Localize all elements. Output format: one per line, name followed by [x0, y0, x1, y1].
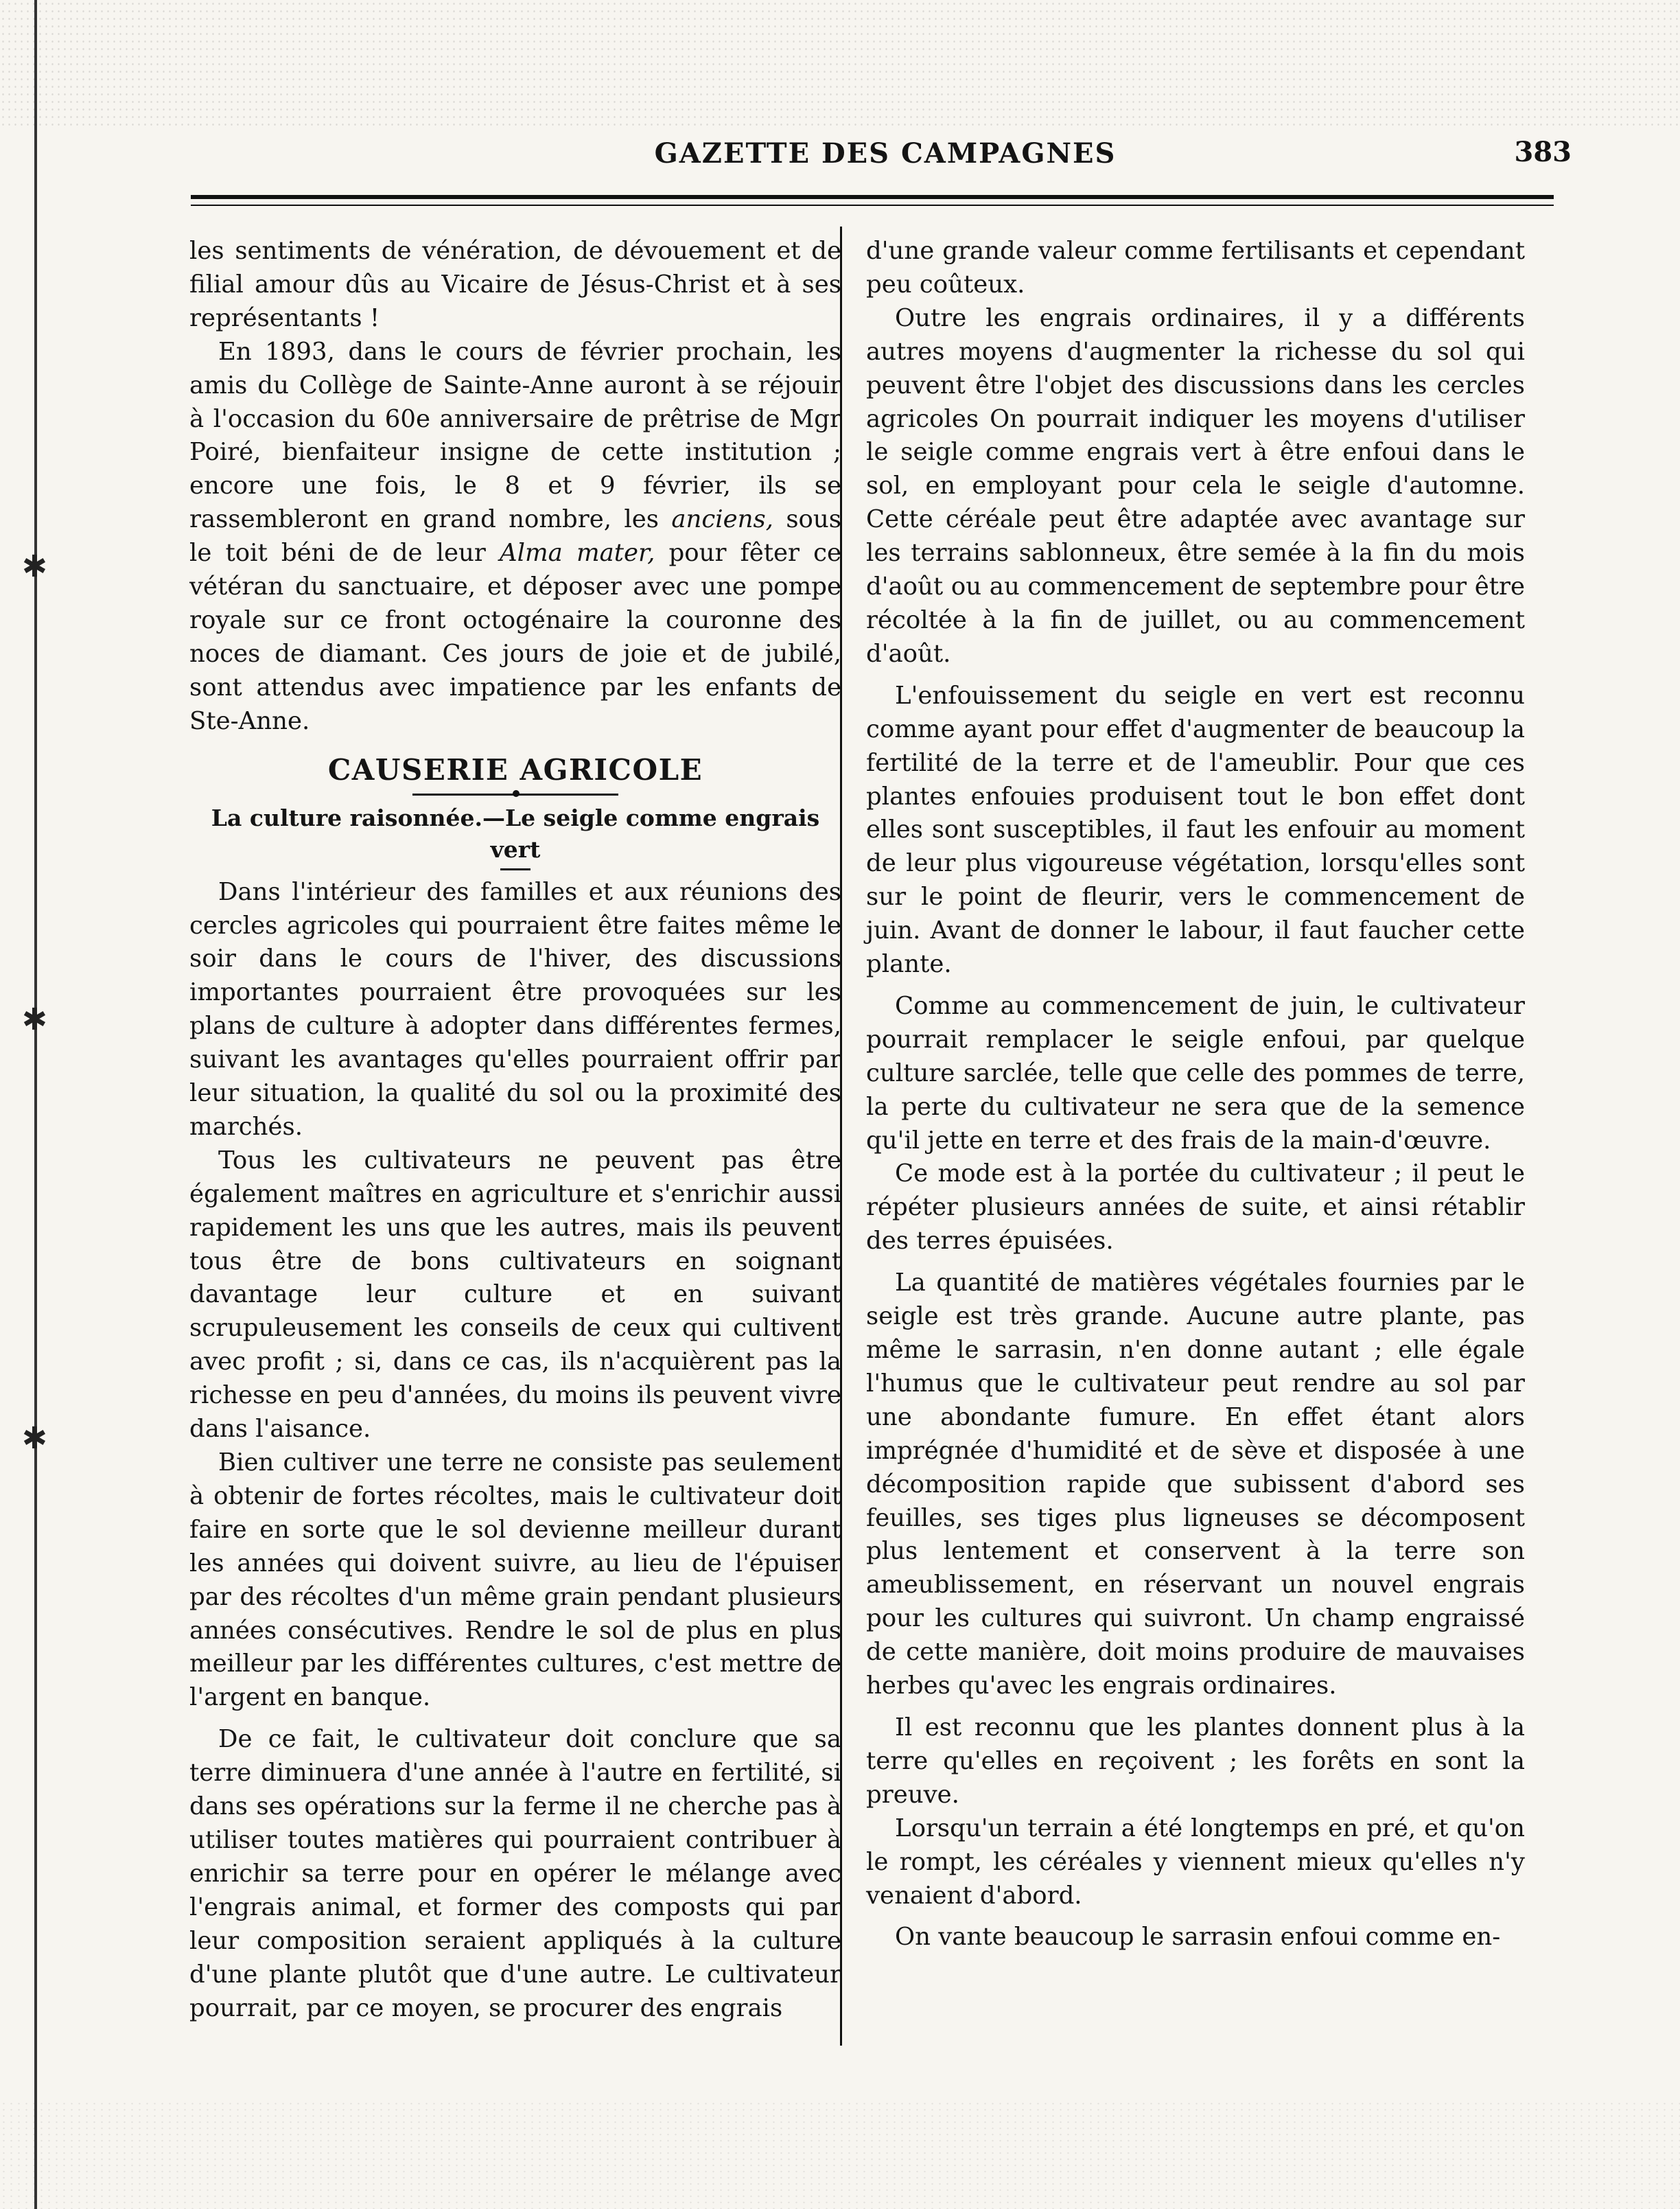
section-title-text: CAUSERIE AGRICOLE [327, 752, 703, 787]
paragraph: Comme au commencement de juin, le cultivateur pourrait remplacer le seigle enfoui, par quelque culture sarclée, telle que celle des pommes de terre, la perte du cultivateur ne sera que de la semence qu'il jette en terre et des frais de la main-d'œuvre. [866, 991, 1525, 1155]
margin-ornament-icon: ✱ [22, 549, 47, 584]
paragraph: les sentiments de vénération, de dévouement et de filial amour dûs au Vicaire de Jésus-Christ et à ses représentants ! [189, 237, 841, 332]
paragraph [189, 336, 841, 739]
title-ornament-rule [412, 794, 618, 796]
paragraph: L'enfouissement du seigle en vert est reconnu comme ayant pour effet d'augmenter de beaucoup la fertilité de la terre et de l'ameublir. Pour que ces plantes enfouies produisent tout le bon effet dont elles sont susceptibles, il faut les enfouir au moment de leur plus vigoureuse végétation, lorsqu'elles sont sur le point de fleurir, vers le commencement de juin. Avant de donner le labour, il faut faucher cette plante. [866, 681, 1525, 979]
header-rule-thin [191, 205, 1554, 206]
paragraph: De ce fait, le cultivateur doit conclure que sa terre diminuera d'une année à l'autre en fertilité, si dans ses opérations sur la ferme il ne cherche pas à utiliser toutes matières qui pourraient contribuer à enrichir sa terre pour en opérer le mélange avec l'engrais animal, et former des composts qui par leur composition seraient appliqués à la culture d'une plante plutôt que d'une autre. Le cultivateur pourrait, par ce moyen, se procurer des engrais [189, 1725, 841, 2022]
page-number: 383 [1514, 136, 1572, 168]
paragraph: On vante beaucoup le sarrasin enfoui comme en- [895, 1923, 1501, 1952]
binding-edge [34, 0, 37, 2209]
paragraph-text: sous le toit béni de de leur [189, 505, 841, 568]
paragraph-text: En 1893, dans le cours de février prochain, les amis du Collège de Sainte-Anne auront à se réjouir à l'occasion du 60e anniversaire de prêtrise de Mgr Poiré, bienfaiteur insigne de cette institution ; encore une fois, le 8 et 9 février, ils se rassembleront en grand nombre, les [189, 337, 841, 534]
section-title [189, 751, 841, 796]
paragraph: Il est reconnu que les plantes donnent plus à la terre qu'elles en reçoivent ; les forêts en sont la preuve. [866, 1713, 1525, 1809]
paragraph: d'une grande valeur comme fertilisants et cependant peu coûteux. [866, 237, 1525, 299]
subtitle-dash [500, 868, 530, 870]
paragraph: La quantité de matières végétales fournies par le seigle est très grande. Aucune autre plante, pas même le sarrasin, n'en donne autant ; elle égale l'humus que le cultivateur peut rendre au sol par une abondante fumure. En effet étant alors imprégnée d'humidité et de sève et disposée à une décomposition rapide que subissent d'abord ses feuilles, ses tiges plus ligneuses se décomposent plus lentement et conservent à la terre son ameublissement, en réservant un nouvel engrais pour les cultures qui suivront. Un champ engraissé de cette manière, doit moins produire de mauvaises herbes qu'avec les engrais ordinaires. [866, 1269, 1525, 1700]
paragraph: Outre les engrais ordinaires, il y a différents autres moyens d'augmenter la richesse du sol qui peuvent être l'objet des discussions dans les cercles agricoles On pourrait indiquer les moyens d'utiliser le seigle comme engrais vert à être enfoui dans le sol, en employant pour cela le seigle d'automne. Cette céréale peut être adaptée avec avantage sur les terrains sablonneux, être semée à la fin du mois d'août ou au commencement de septembre pour être récoltée à la fin de juillet, ou au commencement d'août. [866, 303, 1525, 668]
italic-text: anciens, [671, 505, 773, 534]
paragraph: Lorsqu'un terrain a été longtemps en pré, et qu'on le rompt, les céréales y viennent mieux qu'elles n'y venaient d'abord. [866, 1814, 1525, 1910]
margin-ornament-icon: ✱ [22, 1421, 47, 1456]
paragraph: Dans l'intérieur des familles et aux réunions des cercles agricoles qui pourraient être faites même le soir dans le cours de l'hiver, des discussions importantes pourraient être provoquées sur les plans de culture à adopter dans différentes fermes, suivant les avantages qu'elles pourraient offrir par leur situation, la qualité du sol ou la proximité des marchés. [189, 877, 841, 1141]
paragraph-text: pour fêter ce vétéran du sanctuaire, et déposer avec une pompe royale sur ce front octogénaire la couronne des noces de diamant. Ces jours de joie et de jubilé, sont attendus avec impatience par les enfants de Ste-Anne. [189, 539, 841, 735]
right-column [866, 235, 1525, 1954]
section-subtitle: La culture raisonnée.—Le seigle comme engrais vert [211, 804, 820, 863]
italic-text: Alma mater, [500, 539, 655, 568]
scan-noise-top [0, 0, 1680, 130]
header-rule-thick [191, 195, 1554, 199]
left-column [189, 235, 841, 2025]
margin-ornament-icon: ✱ [22, 1002, 47, 1037]
scan-noise-bottom [0, 2101, 1680, 2209]
paragraph: Ce mode est à la portée du cultivateur ; il peut le répéter plusieurs années de suite, et ainsi rétablir des terres épuisées. [866, 1159, 1525, 1256]
running-title: GAZETTE DES CAMPAGNES [654, 137, 1117, 170]
paragraph: Tous les cultivateurs ne peuvent pas être également maîtres en agriculture et s'enrichir aussi rapidement les uns que les autres, mais ils peuvent tous être de bons cultivateurs en soignant davantage leur culture et en suivant scrupuleusement les conseils de ceux qui cultivent avec profit ; si, dans ce cas, ils n'acquièrent pas la richesse en peu d'années, du moins ils peuvent vivre dans l'aisance. [189, 1146, 841, 1444]
paragraph: Bien cultiver une terre ne consiste pas seulement à obtenir de fortes récoltes, mais le cultivateur doit faire en sorte que le sol devienne meilleur durant les années qui doivent suivre, au lieu de l'épuiser par des récoltes d'un même grain pendant plusieurs années consécutives. Rendre le sol de plus en plus meilleur par les différentes cultures, c'est mettre de l'argent en banque. [189, 1448, 841, 1712]
